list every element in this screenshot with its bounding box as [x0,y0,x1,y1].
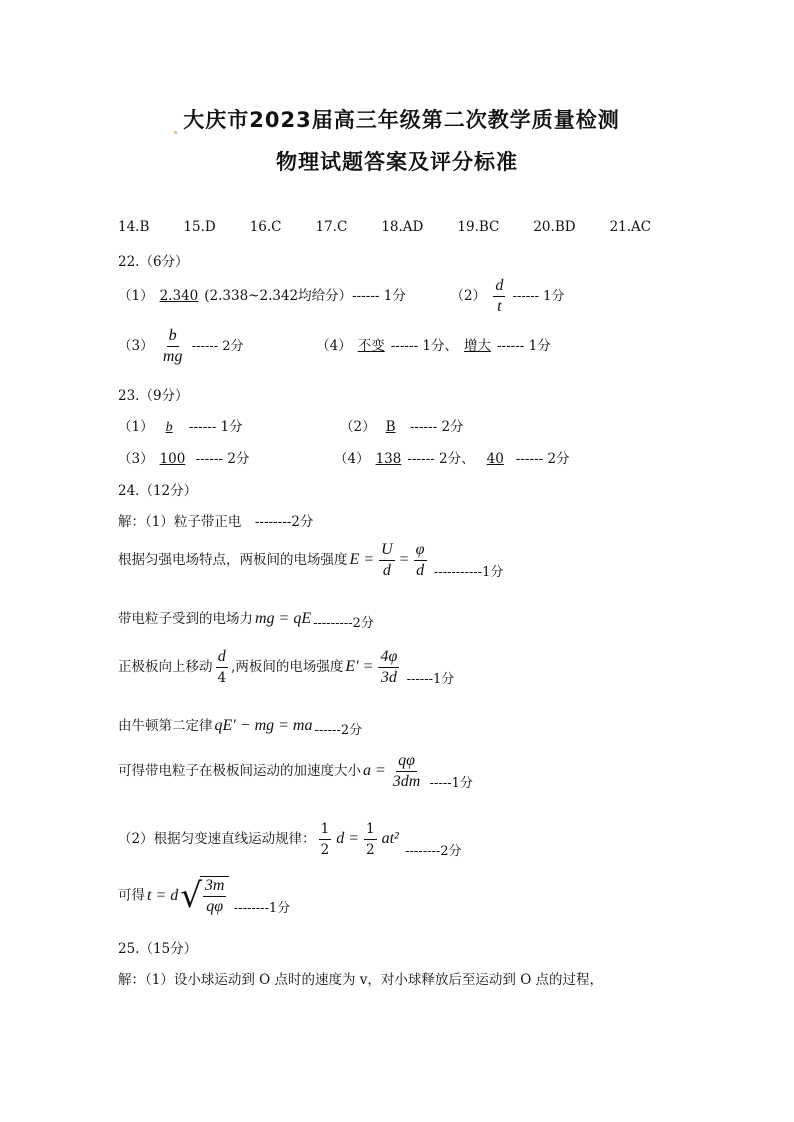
q24-line3: 带电粒子受到的电场力 mg = qE ---------2分 [118,610,374,631]
mc-answer: 14.B [118,219,150,235]
fraction-d-over-4: $\frac{d}{4}$ [217,648,227,686]
q25-line1: 解：（1）设小球运动到 O 点时的速度为 v，对小球释放后至运动到 O 点的过程， [118,972,604,988]
q24-line7: （2）根据匀变速直线运动规律： $\frac{1}{2}$ d = $\frac{1}{2}$ at² --------2分 [118,821,462,859]
q24-line1: 解：（1）粒子带正电 --------2分 [118,514,314,530]
q22-part3-4: （3） $\frac{b}{mg}$ ------ 2分 （4） 不变 ------ 1分、 增大 ------ 1分 [118,327,551,365]
q23-part3: （3） 100 ------ 2分 [118,451,250,467]
q24-header: 24.（12分） [118,483,198,499]
fraction-one-half: $\frac{1}{2}$ [365,821,375,858]
q22-part1-2: （1） 2.340 (2.338~2.342均给分）------ 1分 （2） $\frac{d}{t}$ ------ 1分 [118,277,565,315]
decorative-dot [174,131,177,134]
page-subtitle: 物理试题答案及评分标准 [276,150,518,174]
q23-part2: （2） B ------ 2分 [340,419,464,435]
mc-answer: 18.AD [381,219,424,235]
q24-line2: 根据匀强电场特点，两板间的电场强度 E = $\frac{U}{d}$ = $\frac{\varphi}{d}$ -----------1分 [118,541,504,580]
q22-answer-3-fraction: $\frac{b}{mg}$ [162,327,183,365]
q24-line4: 正极板向上移动 $\frac{d}{4}$ ,两板间的电场强度 E′ = $\frac{4\varphi}{3d}$ ------1分 [118,648,455,687]
fraction-qphi-over-3dm: $\frac{q\varphi}{3dm}$ [392,752,421,790]
q23-part1: （1） b ------ 1分 [118,419,243,435]
q23-answer-1: b [165,420,173,435]
q23-answer-2: B [385,419,396,435]
fraction-one-half: $\frac{1}{2}$ [320,821,330,858]
q23-header: 23.（9分） [118,388,189,404]
q23-answer-4b: 40 [486,451,504,467]
mc-answer: 20.BD [533,219,576,235]
q24-line8: 可得 t = d √ $\frac{3m}{q\varphi}$ --------1分 [118,876,291,916]
q22-answer-2-fraction: $\frac{d}{t}$ [495,277,504,315]
multiple-choice-answers [118,219,685,235]
q22-answer-4a: 不变 [357,338,385,354]
q22-answer-4b: 增大 [463,338,491,354]
mc-answer: 16.C [249,219,282,235]
mc-answer: 19.BC [457,219,500,235]
q25-header: 25.（15分） [118,941,198,957]
q24-line6: 可得带电粒子在极板间运动的加速度大小 a = $\frac{q\varphi}{3dm}$ -----1分 [118,752,473,791]
mc-answer: 21.AC [609,219,652,235]
q22-answer-1: 2.340 [159,288,199,304]
q22-header: 22.（6分） [118,254,189,270]
page-title: 大庆市2023届高三年级第二次教学质量检测 [0,104,794,134]
q23-answer-4a: 138 [375,451,402,467]
fraction-u-over-d: $\frac{U}{d}$ [381,541,393,579]
q23-answer-3: 100 [159,451,186,467]
mc-answer: 15.D [183,219,216,235]
mc-answer: 17.C [315,219,348,235]
q24-line5: 由牛顿第二定律 qE′ − mg = ma ------2分 [118,717,363,738]
fraction-phi-over-d: $\frac{\varphi}{d}$ [415,541,425,579]
fraction-4phi-over-3d: $\frac{4\varphi}{3d}$ [380,648,398,686]
q23-part4: （4） 138 ------ 2分、 40 ------ 2分 [334,451,570,467]
square-root-expression: √ $\frac{3m}{q\varphi}$ [180,876,229,916]
